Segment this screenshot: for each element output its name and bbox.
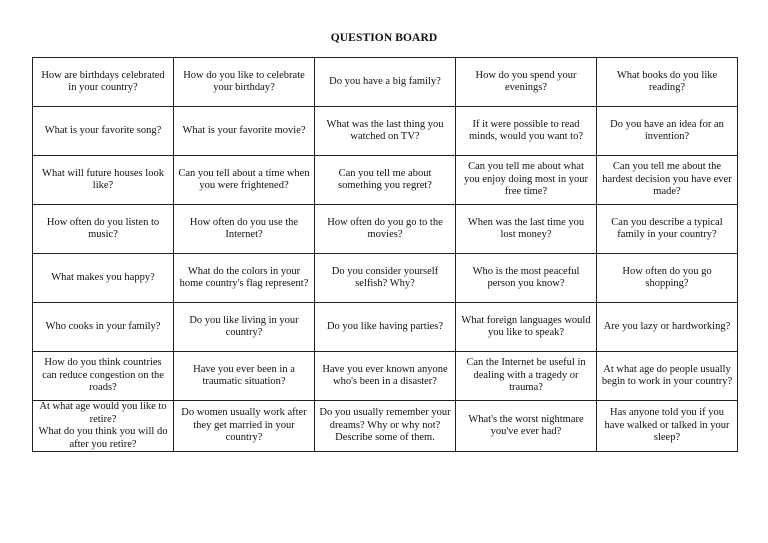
question-cell (597, 58, 738, 107)
question-text: Do you have a big family? (329, 75, 441, 87)
question-board-body (33, 58, 738, 452)
question-text: What's the worst nightmare you've ever had? (468, 413, 584, 437)
question-cell (456, 352, 597, 401)
question-cell (456, 58, 597, 107)
question-text: What makes you happy? (51, 271, 155, 283)
question-cell (174, 303, 315, 352)
question-text: At what age do people usually begin to work in your country? (601, 363, 733, 387)
question-text: When was the last time you lost money? (467, 216, 585, 240)
question-cell (597, 401, 738, 452)
question-cell (597, 303, 738, 352)
question-text: Are you lazy or hardworking? (603, 320, 731, 332)
question-cell (597, 156, 738, 205)
question-text: How do you like to celebrate your birthday? (183, 69, 305, 93)
question-text: What is your favorite song? (44, 124, 162, 136)
question-cell (315, 303, 456, 352)
question-cell (456, 205, 597, 254)
question-cell (174, 156, 315, 205)
question-text: Have you ever been in a traumatic situation? (193, 363, 295, 387)
board-row (33, 303, 738, 352)
question-text: Can the Internet be useful in dealing with a tragedy or trauma? (466, 357, 586, 394)
question-text: How are birthdays celebrated in your country? (41, 69, 165, 93)
question-text: What foreign languages would you like to speak? (461, 314, 591, 338)
question-text: Can you tell about a time when you were frightened? (178, 167, 310, 191)
question-text: Can you describe a typical family in your country? (611, 216, 723, 240)
question-cell (33, 352, 174, 401)
question-text: Do you like living in your country? (189, 314, 299, 338)
question-cell (597, 352, 738, 401)
question-text: Do you usually remember your dreams? Why or why not? Describe some of them. (319, 407, 451, 444)
question-text: What will future houses look like? (42, 167, 164, 191)
question-text: Who cooks in your family? (45, 320, 161, 332)
question-cell (174, 352, 315, 401)
question-cell (174, 205, 315, 254)
question-text: How do you spend your evenings? (475, 69, 577, 93)
question-text: What books do you like reading? (616, 69, 718, 93)
question-cell (315, 156, 456, 205)
question-text: Can you tell me about what you enjoy doing most in your free time? (464, 161, 588, 198)
question-text: What is your favorite movie? (182, 124, 306, 136)
question-board-table (32, 57, 738, 452)
question-cell (174, 401, 315, 452)
board-row (33, 401, 738, 452)
question-cell (456, 107, 597, 156)
question-cell (174, 254, 315, 303)
question-text: At what age would you like to retire? What do you think you will do after you retire? (38, 401, 168, 450)
question-cell (33, 156, 174, 205)
board-row (33, 205, 738, 254)
question-text: How do you think countries can reduce congestion on the roads? (42, 357, 164, 394)
question-text: Has anyone told you if you have walked or talked in your sleep? (604, 407, 730, 444)
question-cell (456, 254, 597, 303)
question-cell (456, 303, 597, 352)
question-text: Can you tell me about the hardest decision you have ever made? (602, 161, 732, 198)
board-row (33, 156, 738, 205)
question-text: How often do you listen to music? (46, 216, 160, 240)
question-text: Do women usually work after they get married in your country? (181, 407, 307, 444)
question-cell (33, 107, 174, 156)
question-text: Who is the most peaceful person you know? (472, 265, 580, 289)
question-cell (597, 205, 738, 254)
question-cell (315, 58, 456, 107)
question-cell (33, 254, 174, 303)
question-text: If it were possible to read minds, would you want to? (468, 118, 584, 142)
question-text: What was the last thing you watched on TV? (326, 118, 444, 142)
question-text: Can you tell me about something you regret? (338, 167, 432, 191)
question-cell (174, 107, 315, 156)
board-row (33, 58, 738, 107)
question-text: How often do you go to the movies? (327, 216, 443, 240)
board-row (33, 107, 738, 156)
board-row (33, 254, 738, 303)
question-text: Do you consider yourself selfish? Why? (331, 265, 439, 289)
question-text: Do you have an idea for an invention? (610, 118, 724, 142)
question-cell (33, 401, 174, 452)
question-cell (315, 254, 456, 303)
question-text: How often do you use the Internet? (189, 216, 299, 240)
question-cell (33, 58, 174, 107)
question-cell (456, 156, 597, 205)
question-cell (33, 205, 174, 254)
question-cell (597, 107, 738, 156)
question-cell (33, 303, 174, 352)
question-text: What do the colors in your home country's flag represent? (179, 265, 309, 289)
question-cell (315, 352, 456, 401)
board-row (33, 352, 738, 401)
question-text: Do you like having parties? (326, 320, 444, 332)
question-text: How often do you go shopping? (622, 265, 712, 289)
question-cell (315, 401, 456, 452)
question-cell (597, 254, 738, 303)
question-cell (456, 401, 597, 452)
question-cell (174, 58, 315, 107)
question-cell (315, 107, 456, 156)
question-text: Have you ever known anyone who's been in a disaster? (322, 363, 448, 387)
question-cell (315, 205, 456, 254)
page-title: QUESTION BOARD (330, 32, 438, 44)
